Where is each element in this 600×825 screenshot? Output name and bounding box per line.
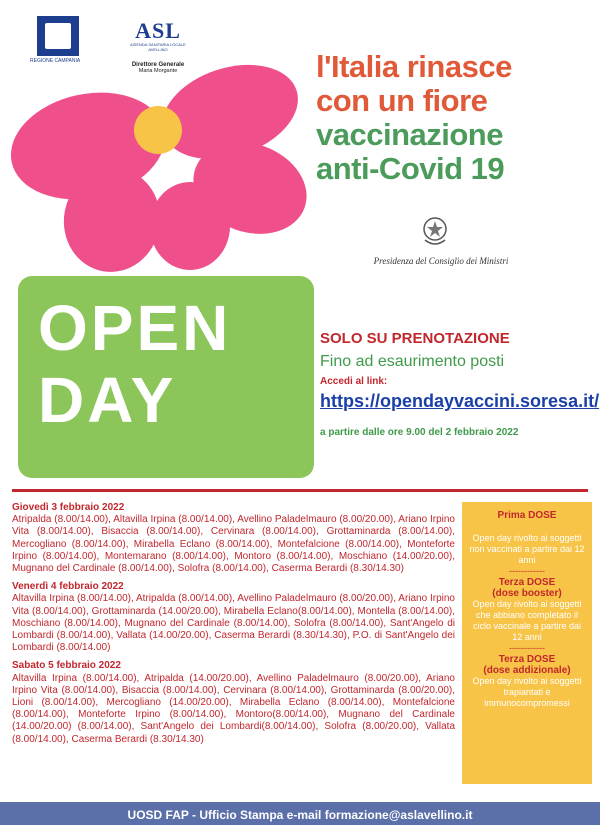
slogan (316, 50, 596, 186)
additional-dose-subtitle: (dose addizionale) (483, 665, 571, 676)
openday-box (18, 276, 314, 478)
flower-icon (0, 60, 320, 280)
regione-caption: REGIONE CAMPANIA (30, 58, 81, 64)
openday-title-line-2: DAY (38, 364, 177, 436)
schedule (12, 498, 455, 746)
booking-required-text: SOLO SU PRENOTAZIONE (320, 330, 510, 347)
footer-text: UOSD FAP - Ufficio Stampa e-mail formazione@aslavellino.it (127, 808, 473, 822)
access-label: Accedi al link: (320, 376, 388, 387)
day-locations: Altavilla Irpina (8.00/14.00), Atripalda (8.00/14.00), Avellino Paladelmauro (8.00/20.00), Ariano Irpino Vita (8.00/14.00), Grottaminarda (14.00/20.00), Mirabella Eclano(8.00/14.00), Montella (8.00/14.00), Moschiano (8.00/14.00), Mugnano del Cardinale (8.00/14.00), Solofra (8.00/14.00), Sant'Angelo di Lombardi (8.00/14.00), Vallata (14.00/20.00), Caserma Berardi (8.30/14.30), P.O. di Sant'Angelo dei Lombardi (8.00/14.00) (12, 593, 455, 654)
day-locations: Atripalda (8.00/14.00), Altavilla Irpina (8.00/14.00), Avellino Paladelmauro (8.00/20.00), Ariano Irpino Vita (8.00/14.00), Bisaccia (8.00/14.00), Cervinara (8.00/14.00), Grottaminarda (8.00/14.00), Mercogliano (8.00/14.00), Mirabella Eclano (8.00/14.00), Montefalcione (8.00/14.00), Monteforte Irpino (8.00/14.00), Montemarano (8.00/14.00), Montoro (8.00/14.00), Moschiano (14.00/20.00), Mugnano del Cardinale (8.00/14.00), Solofra (8.00/14.00), Caserma Berardi (8.30/14.30) (12, 514, 455, 575)
footer-bar (0, 802, 600, 825)
openday-title-line-1: OPEN (38, 292, 232, 364)
dose-info-panel (462, 502, 592, 784)
additional-dose-title: Terza DOSE (498, 654, 556, 665)
director-name: Maria Morgante (138, 68, 178, 74)
day-title: Venerdì 4 febbraio 2022 (12, 581, 124, 593)
asl-sub: AZIENDA SANITARIA LOCALE AVELLINO (130, 42, 186, 52)
day-locations: Altavilla Irpina (8.00/14.00), Atripalda (14.00/20.00), Avellino Paladelmauro (8.00/20.00), Ariano Irpino Vita (8.00/14.00), Bisaccia (8.00/14.00), Cervinara (8.00/14.00), Grottaminarda (8.00/20.00), Lioni (8.00/14.00), Mercogliano (14.00/20.00), Mirabella Eclano (8.00/14.00), Montefalcione (8.00/14.00), Monteforte Irpino (8.00/14.00), Montoro(8.00/14.00), Mugnano del Cardinale (14.00/20.00) (8.00/14.00), Sant'Angelo dei Lombardi(8.00/14.00), Solofra (8.00/20.00), Vallata (8.00/14.00), Caserma Berardi (8.30/14.30) (12, 672, 455, 745)
regione-shield-icon (37, 16, 79, 56)
director-title: Direttore Generale (131, 62, 185, 68)
separator: ------------ (509, 566, 545, 576)
day-title: Sabato 5 febbraio 2022 (12, 660, 121, 672)
booster-dose-subtitle: (dose booster) (492, 588, 562, 599)
separator: ------------ (509, 643, 545, 653)
first-dose-text: Open day rivolto ai soggetti non vaccinati a partire dai 12 anni (469, 533, 585, 565)
start-time-text: a partire dalle ore 9.00 del 2 febbraio 2022 (320, 427, 519, 438)
slogan-line-4: anti-Covid 19 (316, 151, 505, 186)
asl-mark: ASL (135, 18, 181, 43)
divider (12, 489, 588, 492)
booster-dose-text: Open day rivolto ai soggetti che abbiano completato il ciclo vaccinale a partire dai 12 anni (472, 599, 582, 642)
slogan-line-3: vaccinazione (316, 117, 503, 152)
additional-dose-text: Open day rivolto ai soggetti trapiantati e immunocompromessi (472, 676, 582, 708)
availability-text: Fino ad esaurimento posti (320, 353, 505, 370)
day-title: Giovedì 3 febbraio 2022 (12, 502, 125, 513)
booking-link[interactable]: https://opendayvaccini.soresa.it/ (320, 391, 600, 411)
booster-dose-title: Terza DOSE (498, 577, 556, 588)
slogan-line-2: con un fiore (316, 83, 488, 118)
slogan-line-1: l'Italia rinasce (316, 49, 512, 84)
italian-emblem-icon (420, 214, 450, 248)
presidency-caption: Presidenza del Consiglio dei Ministri (373, 256, 509, 266)
first-dose-title: Prima DOSE (497, 510, 557, 521)
regione-campania-logo (30, 16, 81, 64)
